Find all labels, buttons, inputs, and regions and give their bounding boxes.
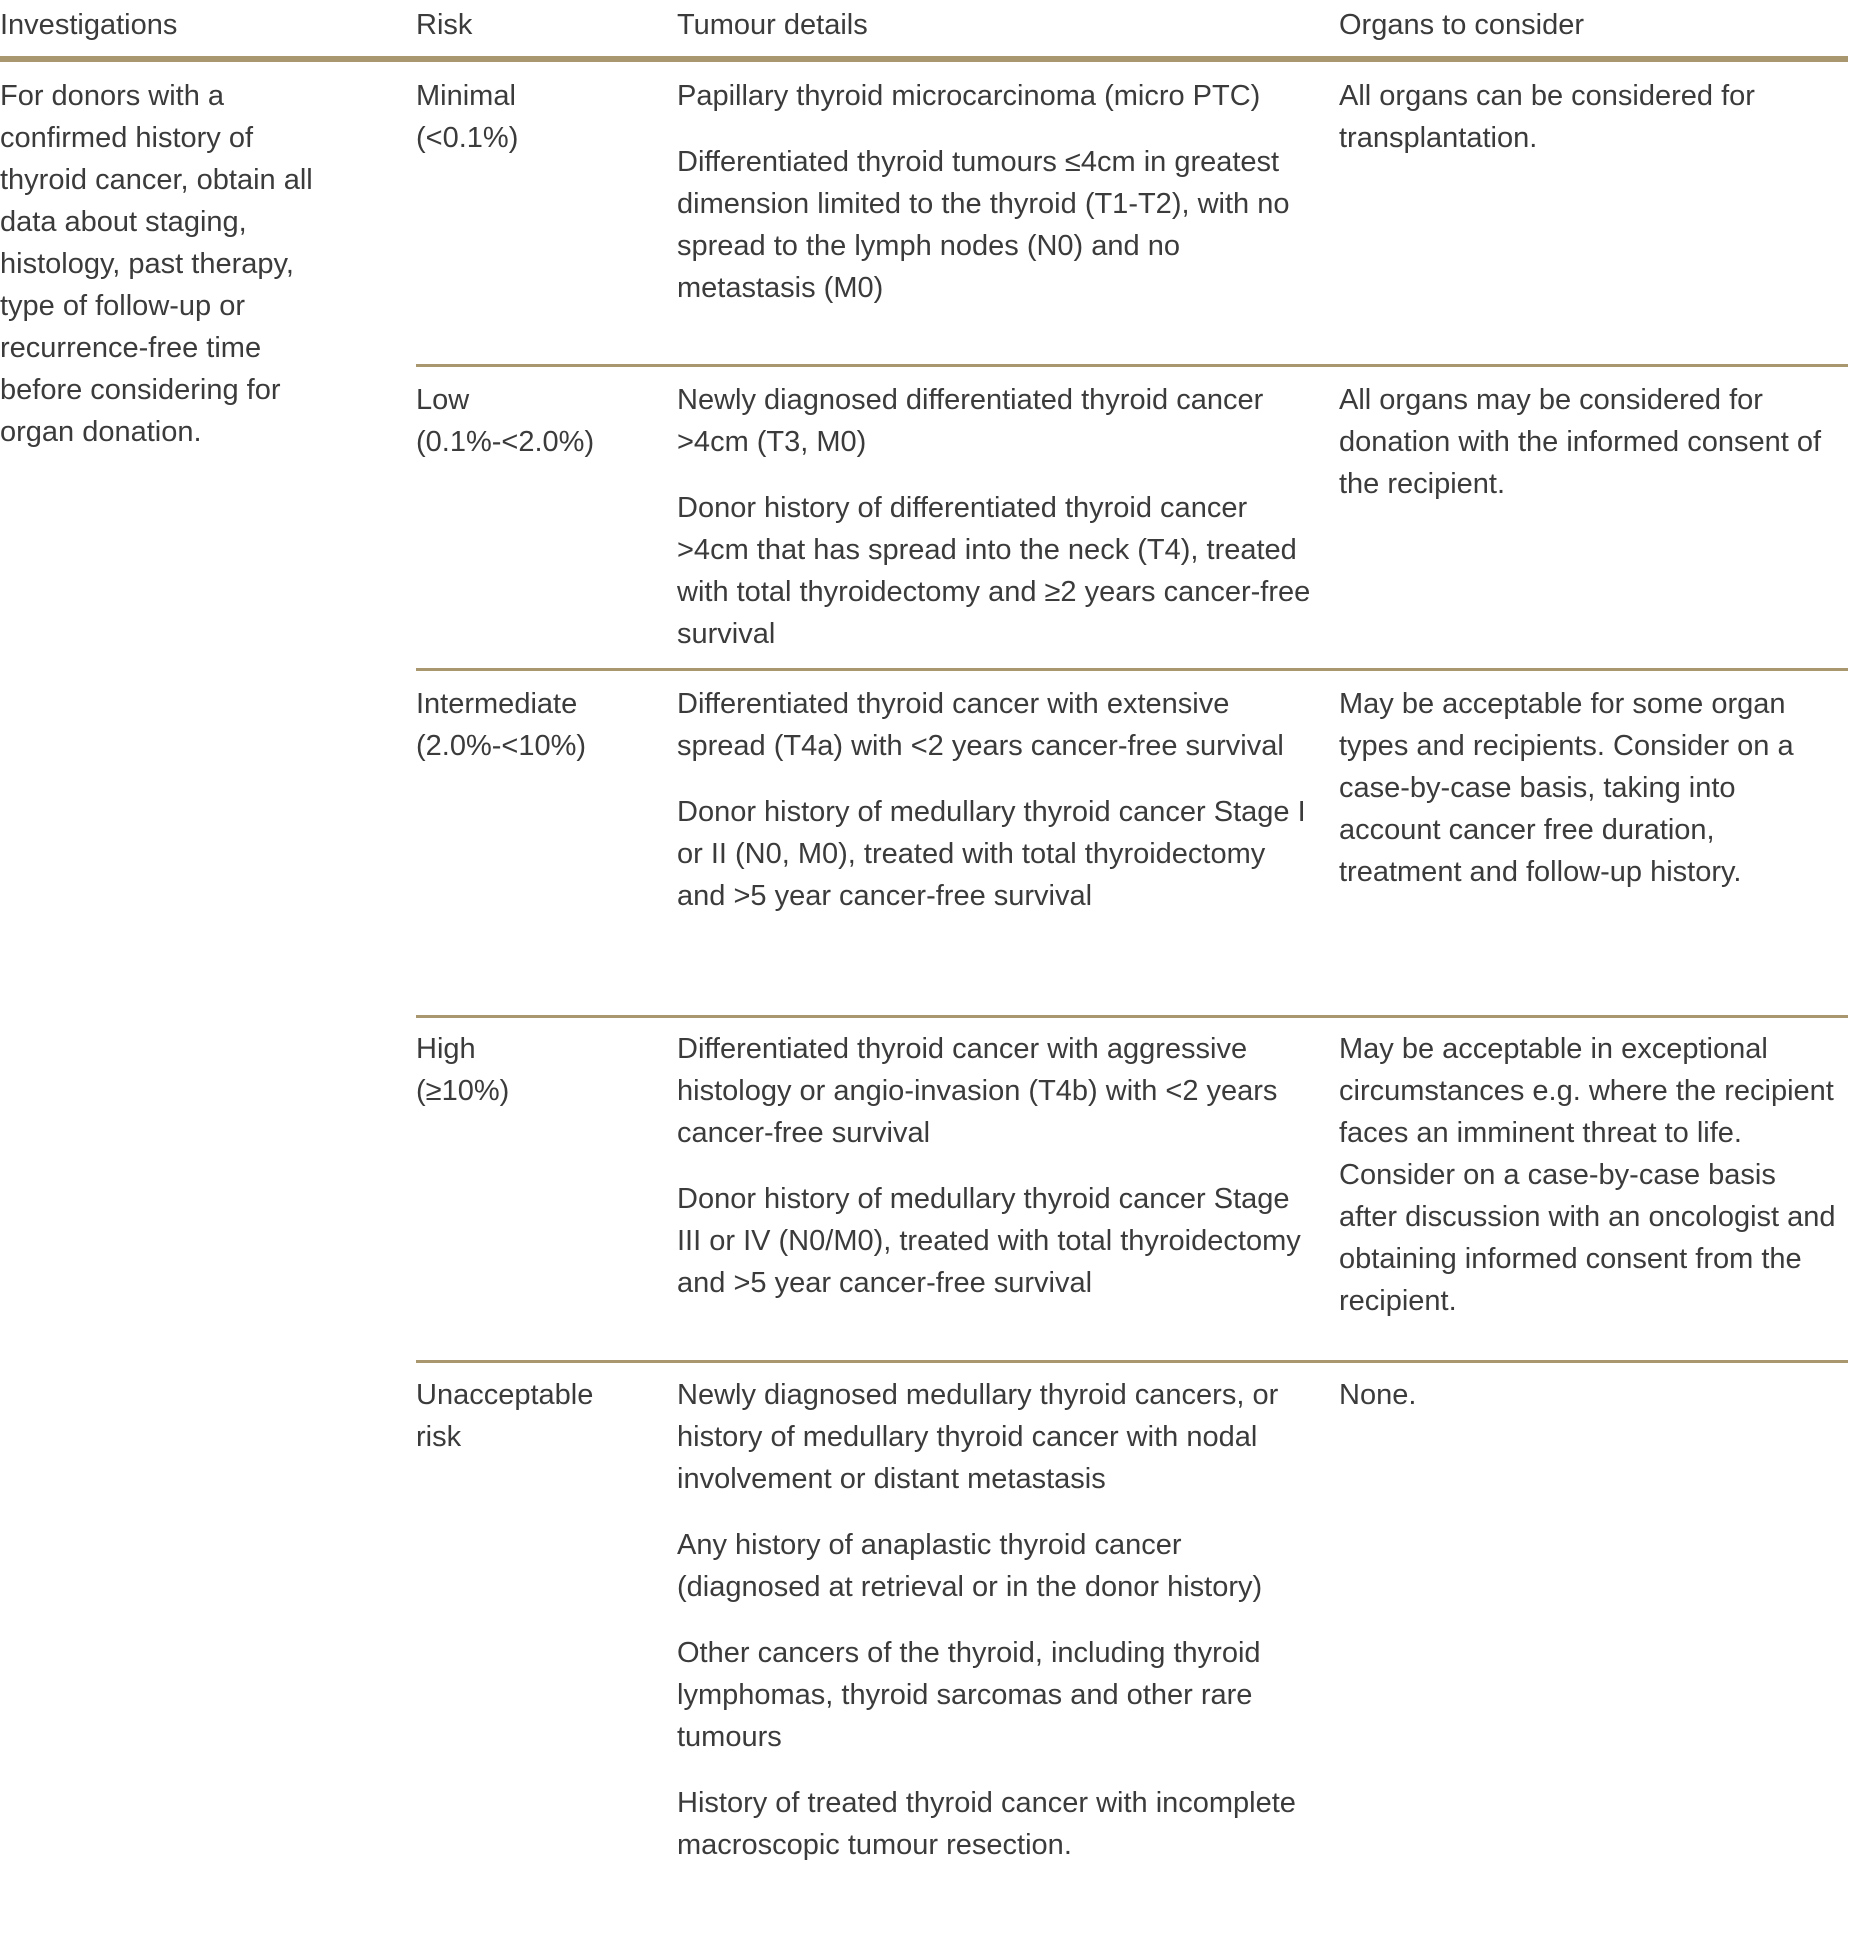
- organs-to-consider: All organs may be considered for donation with the informed consent of the recipient.: [1339, 384, 1822, 500]
- tumour-details: [677, 683, 1312, 941]
- header-risk: Risk: [416, 9, 473, 41]
- organs-to-consider: None.: [1339, 1379, 1417, 1411]
- tumour-detail-item: Newly diagnosed differentiated thyroid cancer >4cm (T3, M0): [677, 384, 1264, 458]
- row-divider: [416, 668, 1848, 671]
- header-tumour-details: Tumour details: [677, 9, 868, 41]
- row-divider: [416, 364, 1848, 367]
- tumour-detail-item: Differentiated thyroid cancer with extensive spread (T4a) with <2 years cancer-free survival: [677, 688, 1284, 762]
- header-investigations: Investigations: [0, 9, 178, 41]
- tumour-detail-item: Donor history of differentiated thyroid cancer >4cm that has spread into the neck (T4), treated with total thyroidectomy and ≥2 years cancer-free survival: [677, 492, 1311, 650]
- organs-to-consider: May be acceptable for some organ types and recipients. Consider on a case-by-case basis, taking into account cancer free duration, treatment and follow-up history.: [1339, 688, 1794, 888]
- risk-line: (2.0%-<10%): [416, 730, 587, 762]
- tumour-detail-item: Other cancers of the thyroid, including thyroid lymphomas, thyroid sarcomas and other rare tumours: [677, 1637, 1261, 1753]
- tumour-details: [677, 379, 1312, 679]
- organs-to-consider: All organs can be considered for transplantation.: [1339, 80, 1755, 154]
- header-organs: Organs to consider: [1339, 9, 1585, 41]
- risk-level: [416, 683, 656, 767]
- row-divider: [416, 1360, 1848, 1363]
- risk-level: [416, 75, 656, 159]
- investigations-text: For donors with a confirmed history of thyroid cancer, obtain all data about staging, histology, past therapy, type of follow-up or recurrence-free time before considering for organ donation.: [0, 80, 313, 448]
- risk-line: risk: [416, 1421, 462, 1453]
- tumour-detail-item: Any history of anaplastic thyroid cancer (diagnosed at retrieval or in the donor history): [677, 1529, 1263, 1603]
- risk-line: (0.1%-<2.0%): [416, 426, 595, 458]
- risk-line: Intermediate: [416, 688, 578, 720]
- tumour-detail-item: Differentiated thyroid tumours ≤4cm in greatest dimension limited to the thyroid (T1-T2), with no spread to the lymph nodes (N0) and no metastasis (M0): [677, 146, 1290, 304]
- tumour-detail-item: Newly diagnosed medullary thyroid cancers, or history of medullary thyroid cancer with nodal involvement or distant metastasis: [677, 1379, 1279, 1495]
- risk-level: [416, 1374, 656, 1458]
- header-rule: [0, 56, 1848, 62]
- tumour-details: [677, 75, 1312, 333]
- row-divider: [416, 1015, 1848, 1018]
- risk-level: [416, 379, 656, 463]
- risk-line: (≥10%): [416, 1075, 510, 1107]
- tumour-detail-item: Papillary thyroid microcarcinoma (micro PTC): [677, 80, 1261, 112]
- tumour-details: [677, 1028, 1312, 1328]
- tumour-details: [677, 1374, 1312, 1890]
- tumour-detail-item: Donor history of medullary thyroid cancer Stage III or IV (N0/M0), treated with total thyroidectomy and >5 year cancer-free survival: [677, 1183, 1301, 1299]
- tumour-detail-item: History of treated thyroid cancer with incomplete macroscopic tumour resection.: [677, 1787, 1296, 1861]
- organs-to-consider: May be acceptable in exceptional circumstances e.g. where the recipient faces an imminent threat to life. Consider on a case-by-case basis after discussion with an oncologist and obtaining informed consent from the recipient.: [1339, 1033, 1836, 1317]
- tumour-detail-item: Differentiated thyroid cancer with aggressive histology or angio-invasion (T4b) with <2 years cancer-free survival: [677, 1033, 1278, 1149]
- risk-line: High: [416, 1033, 476, 1065]
- risk-line: Minimal: [416, 80, 516, 112]
- risk-level: [416, 1028, 656, 1112]
- risk-line: Unacceptable: [416, 1379, 594, 1411]
- risk-line: Low: [416, 384, 470, 416]
- risk-line: (<0.1%): [416, 122, 519, 154]
- tumour-detail-item: Donor history of medullary thyroid cancer Stage I or II (N0, M0), treated with total thyroidectomy and >5 year cancer-free survival: [677, 796, 1306, 912]
